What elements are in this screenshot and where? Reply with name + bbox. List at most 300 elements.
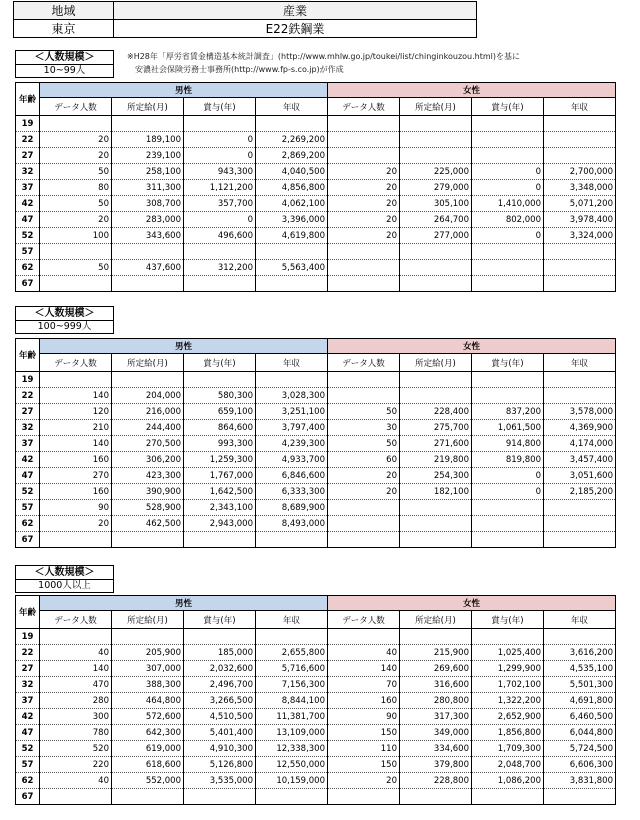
table-row bbox=[16, 773, 616, 789]
table-row bbox=[16, 789, 616, 805]
value-cell: 4,239,300 bbox=[256, 436, 328, 452]
value-cell: 140 bbox=[40, 661, 112, 677]
table-row bbox=[16, 164, 616, 180]
value-cell: 423,300 bbox=[112, 468, 184, 484]
table-row bbox=[16, 645, 616, 661]
column-header: 賞与(年) bbox=[184, 98, 256, 116]
value-cell: 283,000 bbox=[112, 212, 184, 228]
value-cell: 317,300 bbox=[400, 709, 472, 725]
value-cell bbox=[544, 244, 616, 260]
value-cell bbox=[400, 132, 472, 148]
value-cell bbox=[400, 148, 472, 164]
value-cell: 4,691,800 bbox=[544, 693, 616, 709]
value-cell bbox=[112, 789, 184, 805]
value-cell: 3,324,000 bbox=[544, 228, 616, 244]
value-cell bbox=[184, 372, 256, 388]
value-cell bbox=[328, 532, 400, 548]
value-cell bbox=[40, 276, 112, 292]
value-cell: 150 bbox=[328, 725, 400, 741]
age-cell: 32 bbox=[16, 420, 40, 436]
value-cell bbox=[256, 276, 328, 292]
table-row bbox=[16, 741, 616, 757]
value-cell: 280,800 bbox=[400, 693, 472, 709]
value-cell: 20 bbox=[328, 212, 400, 228]
value-cell: 4,856,800 bbox=[256, 180, 328, 196]
age-header: 年齢 bbox=[16, 596, 40, 629]
column-header: 所定給(月) bbox=[400, 354, 472, 372]
value-cell: 120 bbox=[40, 404, 112, 420]
value-cell bbox=[544, 629, 616, 645]
value-cell: 50 bbox=[328, 436, 400, 452]
value-cell: 280 bbox=[40, 693, 112, 709]
value-cell: 50 bbox=[40, 260, 112, 276]
value-cell bbox=[472, 532, 544, 548]
table-row bbox=[16, 484, 616, 500]
value-cell: 2,869,200 bbox=[256, 148, 328, 164]
value-cell bbox=[256, 116, 328, 132]
value-cell bbox=[184, 629, 256, 645]
value-cell: 20 bbox=[40, 516, 112, 532]
age-cell: 42 bbox=[16, 196, 40, 212]
value-cell: 3,578,000 bbox=[544, 404, 616, 420]
salary-table-small bbox=[15, 82, 616, 292]
value-cell: 3,797,400 bbox=[256, 420, 328, 436]
column-header: 年収 bbox=[256, 611, 328, 629]
age-cell: 27 bbox=[16, 661, 40, 677]
age-cell: 32 bbox=[16, 677, 40, 693]
value-cell: 225,000 bbox=[400, 164, 472, 180]
value-cell bbox=[256, 372, 328, 388]
value-cell: 0 bbox=[472, 484, 544, 500]
value-cell: 305,100 bbox=[400, 196, 472, 212]
column-header: 所定給(月) bbox=[112, 98, 184, 116]
value-cell: 802,000 bbox=[472, 212, 544, 228]
value-cell bbox=[544, 500, 616, 516]
value-cell bbox=[544, 372, 616, 388]
table-row bbox=[16, 709, 616, 725]
column-header: 年収 bbox=[256, 98, 328, 116]
value-cell: 4,062,100 bbox=[256, 196, 328, 212]
section2-size: 100~999人 bbox=[15, 320, 114, 334]
value-cell: 2,032,600 bbox=[184, 661, 256, 677]
value-cell: 258,100 bbox=[112, 164, 184, 180]
age-cell: 67 bbox=[16, 532, 40, 548]
value-cell bbox=[328, 260, 400, 276]
value-cell: 5,401,400 bbox=[184, 725, 256, 741]
value-cell bbox=[40, 372, 112, 388]
industry-label: 産業 bbox=[114, 2, 477, 20]
salary-table-large bbox=[15, 595, 616, 805]
value-cell: 4,040,500 bbox=[256, 164, 328, 180]
value-cell: 3,978,400 bbox=[544, 212, 616, 228]
value-cell: 264,700 bbox=[400, 212, 472, 228]
source-note-line1: ※H28年「厚労省賃金構造基本統計調査」(http://www.mhlw.go.jp/toukei/list/chinginkouzou.html)を基に bbox=[127, 52, 521, 61]
value-cell: 520 bbox=[40, 741, 112, 757]
value-cell: 6,606,300 bbox=[544, 757, 616, 773]
value-cell bbox=[400, 532, 472, 548]
age-cell: 47 bbox=[16, 468, 40, 484]
value-cell bbox=[184, 276, 256, 292]
value-cell bbox=[112, 532, 184, 548]
table-row bbox=[16, 693, 616, 709]
value-cell: 20 bbox=[40, 212, 112, 228]
value-cell bbox=[328, 244, 400, 260]
value-cell: 343,600 bbox=[112, 228, 184, 244]
value-cell: 4,910,300 bbox=[184, 741, 256, 757]
value-cell: 50 bbox=[40, 164, 112, 180]
table-row bbox=[16, 180, 616, 196]
value-cell: 618,600 bbox=[112, 757, 184, 773]
value-cell: 642,300 bbox=[112, 725, 184, 741]
value-cell: 20 bbox=[40, 148, 112, 164]
section1-size: 10~99人 bbox=[15, 64, 114, 78]
value-cell bbox=[184, 244, 256, 260]
value-cell: 0 bbox=[472, 180, 544, 196]
value-cell: 269,600 bbox=[400, 661, 472, 677]
salary-table-medium bbox=[15, 338, 616, 548]
value-cell: 1,702,100 bbox=[472, 677, 544, 693]
table-row bbox=[16, 516, 616, 532]
age-cell: 19 bbox=[16, 116, 40, 132]
value-cell: 228,400 bbox=[400, 404, 472, 420]
table-row bbox=[16, 132, 616, 148]
age-cell: 52 bbox=[16, 228, 40, 244]
age-cell: 47 bbox=[16, 725, 40, 741]
region-label: 地域 bbox=[14, 2, 114, 20]
value-cell: 5,563,400 bbox=[256, 260, 328, 276]
value-cell: 20 bbox=[40, 132, 112, 148]
value-cell: 470 bbox=[40, 677, 112, 693]
age-cell: 57 bbox=[16, 244, 40, 260]
value-cell: 2,343,100 bbox=[184, 500, 256, 516]
column-header: 所定給(月) bbox=[400, 98, 472, 116]
value-cell bbox=[472, 260, 544, 276]
value-cell: 496,600 bbox=[184, 228, 256, 244]
value-cell bbox=[184, 789, 256, 805]
column-header: 賞与(年) bbox=[472, 611, 544, 629]
value-cell: 2,943,000 bbox=[184, 516, 256, 532]
value-cell: 2,655,800 bbox=[256, 645, 328, 661]
value-cell bbox=[328, 388, 400, 404]
column-header: 所定給(月) bbox=[112, 354, 184, 372]
age-cell: 27 bbox=[16, 148, 40, 164]
value-cell: 270,500 bbox=[112, 436, 184, 452]
value-cell: 2,700,000 bbox=[544, 164, 616, 180]
age-cell: 67 bbox=[16, 789, 40, 805]
age-cell: 42 bbox=[16, 452, 40, 468]
value-cell: 0 bbox=[472, 228, 544, 244]
value-cell: 271,600 bbox=[400, 436, 472, 452]
age-cell: 22 bbox=[16, 645, 40, 661]
value-cell bbox=[400, 500, 472, 516]
value-cell: 20 bbox=[328, 228, 400, 244]
value-cell: 100 bbox=[40, 228, 112, 244]
value-cell: 216,000 bbox=[112, 404, 184, 420]
value-cell bbox=[328, 516, 400, 532]
value-cell: 80 bbox=[40, 180, 112, 196]
value-cell bbox=[328, 276, 400, 292]
female-header: 女性 bbox=[328, 83, 616, 98]
value-cell bbox=[472, 116, 544, 132]
value-cell: 1,086,200 bbox=[472, 773, 544, 789]
age-cell: 52 bbox=[16, 741, 40, 757]
column-header: 賞与(年) bbox=[472, 98, 544, 116]
value-cell: 6,333,300 bbox=[256, 484, 328, 500]
section2-title: ＜人数規模＞ bbox=[15, 306, 114, 321]
value-cell bbox=[544, 276, 616, 292]
value-cell bbox=[40, 789, 112, 805]
value-cell: 0 bbox=[472, 164, 544, 180]
age-cell: 32 bbox=[16, 164, 40, 180]
value-cell: 3,051,600 bbox=[544, 468, 616, 484]
value-cell: 334,600 bbox=[400, 741, 472, 757]
age-cell: 22 bbox=[16, 132, 40, 148]
value-cell: 219,800 bbox=[400, 452, 472, 468]
table-row bbox=[16, 436, 616, 452]
value-cell: 90 bbox=[40, 500, 112, 516]
value-cell bbox=[472, 388, 544, 404]
value-cell bbox=[40, 532, 112, 548]
value-cell: 140 bbox=[40, 436, 112, 452]
value-cell: 837,200 bbox=[472, 404, 544, 420]
table-row bbox=[16, 629, 616, 645]
table-row bbox=[16, 372, 616, 388]
value-cell: 40 bbox=[328, 645, 400, 661]
value-cell: 150 bbox=[328, 757, 400, 773]
column-header: 賞与(年) bbox=[472, 354, 544, 372]
age-cell: 19 bbox=[16, 372, 40, 388]
value-cell: 1,025,400 bbox=[472, 645, 544, 661]
column-header: データ人数 bbox=[328, 611, 400, 629]
value-cell: 2,496,700 bbox=[184, 677, 256, 693]
value-cell: 0 bbox=[472, 468, 544, 484]
value-cell: 0 bbox=[184, 212, 256, 228]
age-cell: 57 bbox=[16, 757, 40, 773]
value-cell bbox=[544, 789, 616, 805]
table-row bbox=[16, 757, 616, 773]
value-cell: 2,652,900 bbox=[472, 709, 544, 725]
value-cell: 3,396,000 bbox=[256, 212, 328, 228]
value-cell: 279,000 bbox=[400, 180, 472, 196]
value-cell: 379,800 bbox=[400, 757, 472, 773]
value-cell: 528,900 bbox=[112, 500, 184, 516]
table-row bbox=[16, 725, 616, 741]
value-cell bbox=[328, 148, 400, 164]
value-cell bbox=[112, 629, 184, 645]
value-cell: 464,800 bbox=[112, 693, 184, 709]
value-cell: 5,501,300 bbox=[544, 677, 616, 693]
value-cell: 819,800 bbox=[472, 452, 544, 468]
column-header: データ人数 bbox=[328, 354, 400, 372]
value-cell: 1,767,000 bbox=[184, 468, 256, 484]
section1-title: ＜人数規模＞ bbox=[15, 50, 114, 65]
age-cell: 47 bbox=[16, 212, 40, 228]
male-header: 男性 bbox=[40, 596, 328, 611]
value-cell: 311,300 bbox=[112, 180, 184, 196]
value-cell bbox=[400, 244, 472, 260]
value-cell: 4,174,000 bbox=[544, 436, 616, 452]
value-cell: 8,689,900 bbox=[256, 500, 328, 516]
value-cell: 244,400 bbox=[112, 420, 184, 436]
value-cell: 7,156,300 bbox=[256, 677, 328, 693]
table-row bbox=[16, 500, 616, 516]
value-cell: 20 bbox=[328, 180, 400, 196]
value-cell bbox=[400, 629, 472, 645]
column-header: 年収 bbox=[256, 354, 328, 372]
table-row bbox=[16, 260, 616, 276]
value-cell bbox=[184, 116, 256, 132]
value-cell bbox=[472, 629, 544, 645]
section3-size: 1000人以上 bbox=[15, 579, 114, 593]
table-row bbox=[16, 532, 616, 548]
value-cell bbox=[400, 116, 472, 132]
value-cell: 90 bbox=[328, 709, 400, 725]
table-row bbox=[16, 468, 616, 484]
value-cell: 572,600 bbox=[112, 709, 184, 725]
age-cell: 57 bbox=[16, 500, 40, 516]
value-cell: 4,369,900 bbox=[544, 420, 616, 436]
age-cell: 37 bbox=[16, 436, 40, 452]
value-cell: 316,600 bbox=[400, 677, 472, 693]
column-header: データ人数 bbox=[40, 354, 112, 372]
value-cell: 210 bbox=[40, 420, 112, 436]
value-cell: 30 bbox=[328, 420, 400, 436]
value-cell bbox=[112, 244, 184, 260]
age-cell: 67 bbox=[16, 276, 40, 292]
value-cell: 160 bbox=[40, 484, 112, 500]
male-header: 男性 bbox=[40, 83, 328, 98]
table-row bbox=[16, 196, 616, 212]
section3-title: ＜人数規模＞ bbox=[15, 565, 114, 580]
age-cell: 62 bbox=[16, 773, 40, 789]
value-cell: 204,000 bbox=[112, 388, 184, 404]
value-cell: 864,600 bbox=[184, 420, 256, 436]
value-cell: 3,457,400 bbox=[544, 452, 616, 468]
value-cell: 12,550,000 bbox=[256, 757, 328, 773]
value-cell: 619,000 bbox=[112, 741, 184, 757]
value-cell bbox=[544, 148, 616, 164]
value-cell: 1,709,300 bbox=[472, 741, 544, 757]
value-cell bbox=[400, 789, 472, 805]
female-header: 女性 bbox=[328, 596, 616, 611]
value-cell: 552,000 bbox=[112, 773, 184, 789]
value-cell: 182,100 bbox=[400, 484, 472, 500]
age-cell: 22 bbox=[16, 388, 40, 404]
value-cell bbox=[328, 372, 400, 388]
value-cell: 20 bbox=[328, 484, 400, 500]
value-cell: 254,300 bbox=[400, 468, 472, 484]
value-cell: 40 bbox=[40, 773, 112, 789]
value-cell bbox=[400, 260, 472, 276]
value-cell bbox=[472, 132, 544, 148]
value-cell bbox=[472, 516, 544, 532]
value-cell: 239,100 bbox=[112, 148, 184, 164]
value-cell: 357,700 bbox=[184, 196, 256, 212]
value-cell: 312,200 bbox=[184, 260, 256, 276]
value-cell: 5,724,500 bbox=[544, 741, 616, 757]
value-cell: 8,493,000 bbox=[256, 516, 328, 532]
value-cell: 437,600 bbox=[112, 260, 184, 276]
value-cell: 60 bbox=[328, 452, 400, 468]
value-cell: 160 bbox=[328, 693, 400, 709]
column-header: データ人数 bbox=[40, 611, 112, 629]
value-cell: 306,200 bbox=[112, 452, 184, 468]
value-cell: 40 bbox=[40, 645, 112, 661]
value-cell: 4,535,100 bbox=[544, 661, 616, 677]
value-cell: 160 bbox=[40, 452, 112, 468]
table-row bbox=[16, 420, 616, 436]
column-header: 年収 bbox=[544, 611, 616, 629]
value-cell: 6,846,600 bbox=[256, 468, 328, 484]
value-cell: 12,338,300 bbox=[256, 741, 328, 757]
value-cell: 993,300 bbox=[184, 436, 256, 452]
table-row bbox=[16, 404, 616, 420]
value-cell: 20 bbox=[328, 164, 400, 180]
value-cell: 462,500 bbox=[112, 516, 184, 532]
table-row bbox=[16, 677, 616, 693]
value-cell: 3,348,000 bbox=[544, 180, 616, 196]
value-cell bbox=[328, 500, 400, 516]
value-cell bbox=[256, 244, 328, 260]
column-header: 所定給(月) bbox=[400, 611, 472, 629]
value-cell bbox=[400, 516, 472, 532]
value-cell: 6,460,500 bbox=[544, 709, 616, 725]
column-header: データ人数 bbox=[40, 98, 112, 116]
value-cell bbox=[544, 388, 616, 404]
value-cell bbox=[328, 132, 400, 148]
value-cell: 110 bbox=[328, 741, 400, 757]
source-note bbox=[127, 50, 520, 76]
age-cell: 62 bbox=[16, 516, 40, 532]
column-header: 賞与(年) bbox=[184, 354, 256, 372]
age-cell: 19 bbox=[16, 629, 40, 645]
value-cell bbox=[544, 116, 616, 132]
age-header: 年齢 bbox=[16, 83, 40, 116]
value-cell bbox=[544, 516, 616, 532]
value-cell bbox=[544, 532, 616, 548]
column-header: 年収 bbox=[544, 98, 616, 116]
value-cell: 275,700 bbox=[400, 420, 472, 436]
female-header: 女性 bbox=[328, 339, 616, 354]
value-cell bbox=[400, 276, 472, 292]
value-cell: 20 bbox=[328, 773, 400, 789]
value-cell bbox=[472, 500, 544, 516]
value-cell: 3,028,300 bbox=[256, 388, 328, 404]
value-cell bbox=[472, 372, 544, 388]
age-header: 年齢 bbox=[16, 339, 40, 372]
value-cell: 228,800 bbox=[400, 773, 472, 789]
table-row bbox=[16, 276, 616, 292]
value-cell bbox=[112, 116, 184, 132]
value-cell: 140 bbox=[328, 661, 400, 677]
value-cell: 3,616,200 bbox=[544, 645, 616, 661]
value-cell: 1,259,300 bbox=[184, 452, 256, 468]
value-cell: 5,716,600 bbox=[256, 661, 328, 677]
age-cell: 62 bbox=[16, 260, 40, 276]
value-cell: 1,121,200 bbox=[184, 180, 256, 196]
value-cell bbox=[472, 244, 544, 260]
value-cell: 5,071,200 bbox=[544, 196, 616, 212]
value-cell bbox=[256, 532, 328, 548]
source-note-line2: 安濃社会保険労務士事務所(http://www.fp-s.co.jp)が作成 bbox=[127, 65, 344, 74]
value-cell: 8,844,100 bbox=[256, 693, 328, 709]
column-header: 所定給(月) bbox=[112, 611, 184, 629]
value-cell: 20 bbox=[328, 196, 400, 212]
value-cell: 3,831,800 bbox=[544, 773, 616, 789]
age-cell: 37 bbox=[16, 693, 40, 709]
value-cell bbox=[328, 789, 400, 805]
value-cell: 300 bbox=[40, 709, 112, 725]
